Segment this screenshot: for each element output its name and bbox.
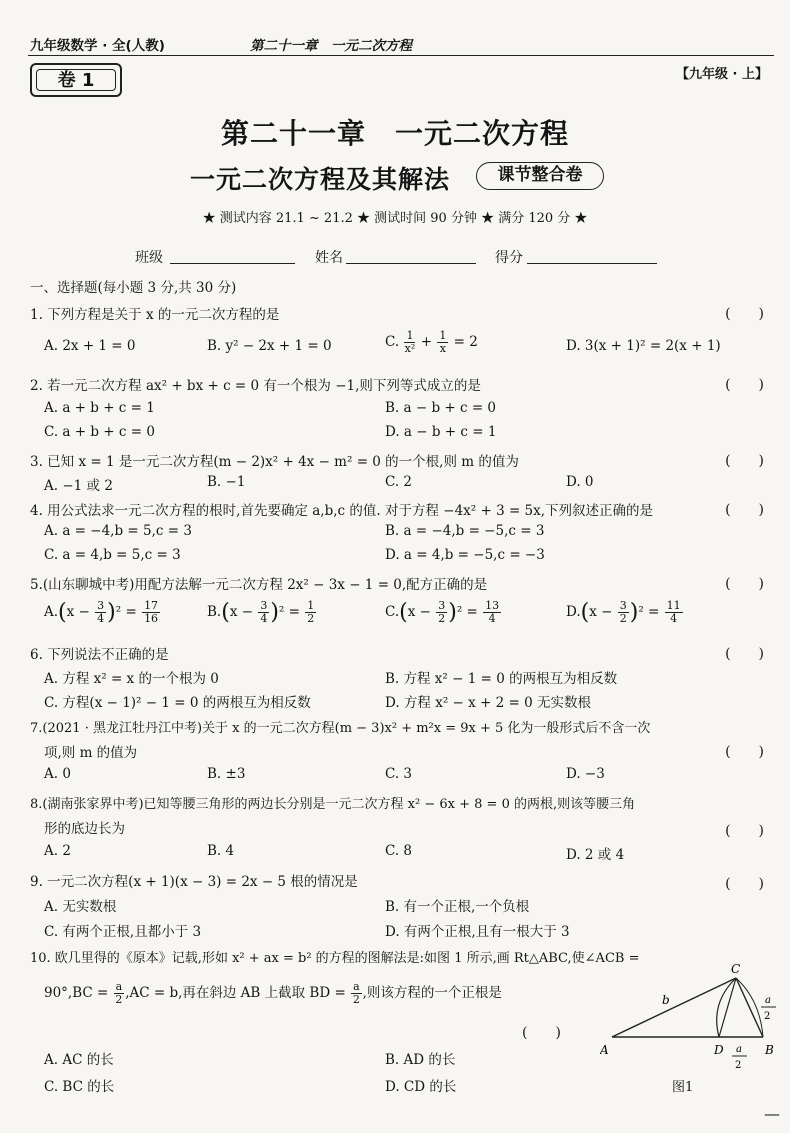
- frac-numerator: 13: [485, 599, 500, 612]
- q5-d-inner: x −: [589, 604, 613, 620]
- q10-frac-bd: [351, 981, 362, 1006]
- q3-option-c[interactable]: C. 2: [385, 474, 413, 490]
- score-label: 得分: [495, 250, 523, 266]
- q9-stem: 9. 一元二次方程(x + 1)(x − 3) = 2x − 5 根的情况是: [30, 874, 358, 890]
- label-c: C: [731, 962, 741, 976]
- class-label: 班级: [135, 250, 163, 266]
- q3-option-b[interactable]: B. −1: [207, 474, 246, 490]
- paper-badge: [30, 63, 122, 97]
- frac-denominator: 2: [307, 612, 315, 625]
- running-header-book: 九年级数学 · 全(人教): [30, 38, 165, 54]
- q9-answer-blank[interactable]: ( ): [725, 876, 764, 892]
- paper-badge-label: 卷 1: [36, 69, 116, 91]
- q5-option-d[interactable]: [566, 600, 684, 625]
- q9-option-d[interactable]: D. 有两个正根,且有一根大于 3: [385, 924, 570, 940]
- q10-frac-bc: [114, 981, 125, 1006]
- q5-d-prefix: D.: [566, 604, 581, 620]
- frac-denominator: 16: [144, 612, 159, 625]
- frac-denominator: 2: [352, 993, 360, 1006]
- figure-1-triangle: [600, 958, 785, 1073]
- q5-answer-blank[interactable]: ( ): [725, 576, 764, 592]
- label-d: D: [714, 1043, 724, 1057]
- frac-numerator: 17: [144, 599, 159, 612]
- paren-close-glyph: ): [107, 600, 116, 625]
- q10-stem-part-c: ,则该方程的一个正根是: [362, 985, 502, 1001]
- frac-denominator: 4: [260, 612, 268, 625]
- q5-c-rhs: [483, 600, 501, 625]
- chapter-title: 第二十一章 一元二次方程: [220, 117, 569, 150]
- q2-option-d[interactable]: D. a − b + c = 1: [385, 424, 497, 440]
- q1-option-d[interactable]: D. 3(x + 1)² = 2(x + 1): [566, 338, 721, 354]
- q4-option-b[interactable]: B. a = −4,b = −5,c = 3: [385, 523, 545, 539]
- q5-b-rhs: [305, 600, 316, 625]
- q2-answer-blank[interactable]: ( ): [725, 377, 764, 393]
- q10-stem-part-a: 90°,BC =: [44, 985, 109, 1001]
- paren-open-glyph: (: [399, 600, 408, 625]
- q3-option-d[interactable]: D. 0: [566, 474, 594, 490]
- q10-stem-part-b: ,AC = b,再在斜边 AB 上截取 BD =: [125, 985, 346, 1001]
- q1-option-a[interactable]: A. 2x + 1 = 0: [44, 338, 136, 354]
- paren-close-glyph: ): [448, 600, 457, 625]
- frac-numerator: 1: [307, 599, 315, 612]
- q5-option-b[interactable]: [207, 600, 317, 625]
- q6-option-a[interactable]: A. 方程 x² = x 的一个根为 0: [44, 671, 219, 687]
- header-rule: [28, 55, 774, 56]
- q5-b-frac: [258, 600, 269, 625]
- q10-answer-blank[interactable]: ( ): [522, 1025, 561, 1041]
- frac-numerator: 3: [97, 599, 105, 612]
- q5-a-frac: [95, 600, 106, 625]
- frac-numerator: 1: [439, 329, 447, 342]
- q1-c-prefix: C.: [385, 334, 400, 350]
- q5-a-inner: x −: [66, 604, 90, 620]
- frac-db-den: 2: [735, 1060, 742, 1071]
- q1-stem: 1. 下列方程是关于 x 的一元二次方程的是: [30, 307, 280, 323]
- q5-d-frac: [618, 600, 629, 625]
- q10-option-a[interactable]: A. AC 的长: [44, 1052, 114, 1068]
- frac-denominator: 4: [670, 612, 678, 625]
- q5-b-eq: ² =: [278, 604, 300, 620]
- q5-c-prefix: C.: [385, 604, 400, 620]
- frac-denominator: 2: [619, 612, 627, 625]
- page-corner-mark: —: [764, 1104, 780, 1123]
- q8-stem-line2: 形的底边长为: [44, 821, 125, 837]
- frac-db-num: a: [736, 1044, 742, 1055]
- q1-answer-blank[interactable]: ( ): [725, 306, 764, 322]
- q5-d-rhs: [665, 600, 683, 625]
- q6-option-c[interactable]: C. 方程(x − 1)² − 1 = 0 的两根互为相反数: [44, 695, 311, 711]
- q5-stem: 5.(山东聊城中考)用配方法解一元二次方程 2x² − 3x − 1 = 0,配方正确的是: [30, 577, 488, 593]
- q1-c-plus: +: [420, 334, 433, 350]
- q5-a-rhs: [142, 600, 160, 625]
- q5-a-prefix: A.: [44, 604, 59, 620]
- frac-denominator: 4: [97, 612, 105, 625]
- q6-option-d[interactable]: D. 方程 x² − x + 2 = 0 无实数根: [385, 695, 592, 711]
- q3-answer-blank[interactable]: ( ): [725, 453, 764, 469]
- q10-stem-line1: 10. 欧几里得的《原本》记载,形如 x² + ax = b² 的方程的图解法是:如图 1 所示,画 Rt△ABC,使∠ACB =: [30, 951, 640, 966]
- q6-option-b[interactable]: B. 方程 x² − 1 = 0 的两根互为相反数: [385, 671, 618, 687]
- q4-stem: 4. 用公式法求一元二次方程的根时,首先要确定 a,b,c 的值. 对于方程 −4x² + 3 = 5x,下列叙述正确的是: [30, 503, 654, 519]
- frac-denominator: 2: [438, 612, 446, 625]
- frac-denominator: x: [439, 342, 446, 355]
- class-field[interactable]: [170, 247, 295, 264]
- q4-option-a[interactable]: A. a = −4,b = 5,c = 3: [44, 523, 192, 539]
- q7-stem-line2: 项,则 m 的值为: [44, 745, 138, 761]
- paren-open-glyph: (: [580, 600, 590, 625]
- frac-numerator: a: [353, 980, 360, 993]
- q8-option-c[interactable]: C. 8: [385, 843, 413, 859]
- q2-option-b[interactable]: B. a − b + c = 0: [385, 400, 497, 416]
- q3-stem: 3. 已知 x = 1 是一元二次方程(m − 2)x² + 4x − m² = 0 的一个根,则 m 的值为: [30, 454, 519, 470]
- paren-close-glyph: ): [270, 600, 279, 625]
- q4-option-c[interactable]: C. a = 4,b = 5,c = 3: [44, 547, 181, 563]
- paren-open-glyph: (: [58, 600, 67, 625]
- q5-c-eq: ² =: [456, 604, 478, 620]
- q5-option-a[interactable]: [44, 600, 161, 625]
- q5-b-inner: x −: [229, 604, 254, 620]
- q10-option-d[interactable]: D. CD 的长: [385, 1079, 457, 1095]
- q7-option-b[interactable]: B. ±3: [207, 766, 246, 782]
- grade-tag: 【九年级 · 上】: [676, 67, 768, 82]
- q10-option-c[interactable]: C. BC 的长: [44, 1079, 115, 1095]
- frac-denominator: 2: [115, 993, 123, 1006]
- label-b: B: [765, 1043, 774, 1057]
- q9-option-a[interactable]: A. 无实数根: [44, 899, 117, 915]
- q5-c-frac: [436, 600, 447, 625]
- q5-a-eq: ² =: [115, 604, 137, 620]
- q6-answer-blank[interactable]: ( ): [725, 646, 764, 662]
- q7-option-a[interactable]: A. 0: [44, 766, 71, 782]
- q1-c-frac2: [437, 330, 448, 355]
- running-header-chapter: 第二十一章 一元二次方程: [250, 38, 412, 54]
- frac-bc-num: a: [765, 995, 771, 1006]
- frac-denominator: 4: [488, 612, 496, 625]
- q1-c-frac1: [404, 330, 415, 355]
- q8-option-a[interactable]: A. 2: [44, 843, 71, 859]
- frac-numerator: 3: [260, 599, 268, 612]
- paren-close-glyph: ): [629, 600, 639, 625]
- frac-numerator: 3: [619, 599, 627, 612]
- q7-option-d[interactable]: D. −3: [566, 766, 605, 782]
- q2-stem: 2. 若一元二次方程 ax² + bx + c = 0 有一个根为 −1,则下列等式成立的是: [30, 378, 481, 394]
- q9-option-b[interactable]: B. 有一个正根,一个负根: [385, 899, 530, 915]
- q3-option-a[interactable]: A. −1 或 2: [44, 478, 113, 494]
- frac-numerator: 3: [438, 599, 446, 612]
- q8-stem-line1: 8.(湖南张家界中考)已知等腰三角形的两边长分别是一元二次方程 x² − 6x + 8 = 0 的两根,则该等腰三角: [30, 797, 636, 812]
- q9-option-c[interactable]: C. 有两个正根,且都小于 3: [44, 924, 202, 940]
- q8-answer-blank[interactable]: ( ): [725, 823, 764, 839]
- q7-option-c[interactable]: C. 3: [385, 766, 413, 782]
- label-a: A: [600, 1043, 609, 1057]
- q4-option-d[interactable]: D. a = 4,b = −5,c = −3: [385, 547, 545, 563]
- name-label: 姓名: [315, 250, 343, 266]
- q5-b-prefix: B.: [207, 604, 222, 620]
- name-field[interactable]: [346, 247, 476, 264]
- q5-option-c[interactable]: [385, 600, 502, 625]
- q1-c-post: = 2: [453, 334, 478, 350]
- q1-option-c[interactable]: [385, 330, 478, 355]
- q8-option-b[interactable]: B. 4: [207, 843, 235, 859]
- frac-numerator: 11: [666, 599, 681, 612]
- q1-option-b[interactable]: B. y² − 2x + 1 = 0: [207, 338, 332, 354]
- section-heading: 一、选择题(每小题 3 分,共 30 分): [30, 280, 237, 296]
- label-b-side: b: [662, 993, 670, 1007]
- q7-answer-blank[interactable]: ( ): [725, 744, 764, 760]
- q10-stem-line2: [44, 981, 502, 1006]
- frac-bc-den: 2: [764, 1011, 771, 1022]
- q4-answer-blank[interactable]: ( ): [725, 502, 764, 518]
- frac-numerator: a: [115, 980, 123, 993]
- score-field[interactable]: [527, 247, 657, 264]
- q6-stem: 6. 下列说法不正确的是: [30, 647, 169, 663]
- q2-option-a[interactable]: A. a + b + c = 1: [44, 400, 155, 416]
- q10-option-b[interactable]: B. AD 的长: [385, 1052, 456, 1068]
- section-title: 一元二次方程及其解法: [190, 165, 451, 194]
- q7-stem-line1: 7.(2021 · 黑龙江牡丹江中考)关于 x 的一元二次方程(m − 3)x² + m²x = 9x + 5 化为一般形式后不含一次: [30, 721, 651, 736]
- side-bc: [736, 978, 763, 1037]
- q2-option-c[interactable]: C. a + b + c = 0: [44, 424, 155, 440]
- q5-d-eq: ² =: [638, 604, 660, 620]
- frac-numerator: 1: [406, 329, 414, 342]
- q8-option-d[interactable]: D. 2 或 4: [566, 847, 625, 863]
- figure-caption: 图1: [672, 1080, 694, 1095]
- q5-c-inner: x −: [407, 604, 431, 620]
- paren-open-glyph: (: [221, 600, 230, 625]
- paper-type-pill: 课节整合卷: [476, 162, 604, 190]
- frac-denominator: x²: [404, 342, 416, 355]
- test-meta: ★ 测试内容 21.1 ~ 21.2 ★ 测试时间 90 分钟 ★ 满分 120 分 ★: [202, 211, 588, 226]
